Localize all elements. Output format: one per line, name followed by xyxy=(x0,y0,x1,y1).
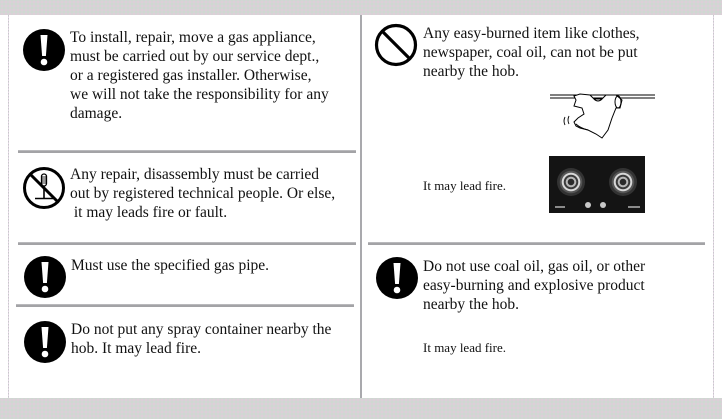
warning-text-line: Do not use coal oil, gas oil, or other xyxy=(423,258,646,275)
warning-text-line: Any easy-burned item like clothes, xyxy=(423,25,640,42)
section-divider xyxy=(18,242,356,245)
section-divider xyxy=(18,150,356,153)
hob-knob-right xyxy=(600,202,606,208)
warning-text-line: Any repair, disassembly must be carried xyxy=(70,166,320,183)
right-border xyxy=(713,15,714,398)
hob-label-left xyxy=(555,206,565,208)
section-divider xyxy=(16,304,354,307)
warning-text-line: we will not take the responsibility for any xyxy=(70,86,329,103)
warning-text-line: Do not put any spray container nearby the xyxy=(71,321,332,338)
shirt-on-line-illustration xyxy=(550,90,655,146)
warning-text-line: Must use the specified gas pipe. xyxy=(71,257,270,274)
prohibited-icon xyxy=(374,23,418,67)
warning-note: It may lead fire. xyxy=(423,178,507,193)
burner-right xyxy=(609,168,637,196)
left-border xyxy=(8,15,9,398)
warning-note: It may lead fire. xyxy=(423,340,507,355)
warning-text-line: it may leads fire or fault. xyxy=(70,204,228,221)
gas-hob-photo xyxy=(549,156,645,213)
warning-text-line: newspaper, coal oil, can not be put xyxy=(423,44,638,61)
exclamation-icon xyxy=(23,320,67,364)
bottom-border-band xyxy=(0,398,722,419)
warning-text-line: hob. It may lead fire. xyxy=(71,340,201,357)
no-disassembly-icon xyxy=(22,166,66,210)
column-divider xyxy=(360,15,362,398)
warning-text-line: To install, repair, move a gas appliance, xyxy=(70,29,316,46)
warning-text-line: must be carried out by our service dept., xyxy=(70,48,320,65)
exclamation-icon xyxy=(23,255,67,299)
hob-knob-left xyxy=(585,202,591,208)
exclamation-icon xyxy=(22,28,66,72)
warning-text-line: or a registered gas installer. Otherwise, xyxy=(70,67,312,84)
hob-label-right xyxy=(628,206,640,208)
warning-text-line: nearby the hob. xyxy=(423,296,519,313)
exclamation-icon xyxy=(375,256,419,300)
warning-text-line: damage. xyxy=(70,105,123,122)
section-divider xyxy=(368,242,705,245)
burner-left xyxy=(557,168,585,196)
warning-text-line: easy-burning and explosive product xyxy=(423,277,645,294)
top-border-band xyxy=(0,0,722,15)
warning-text-line: out by registered technical people. Or else, xyxy=(70,185,336,202)
warning-text-line: nearby the hob. xyxy=(423,63,519,80)
